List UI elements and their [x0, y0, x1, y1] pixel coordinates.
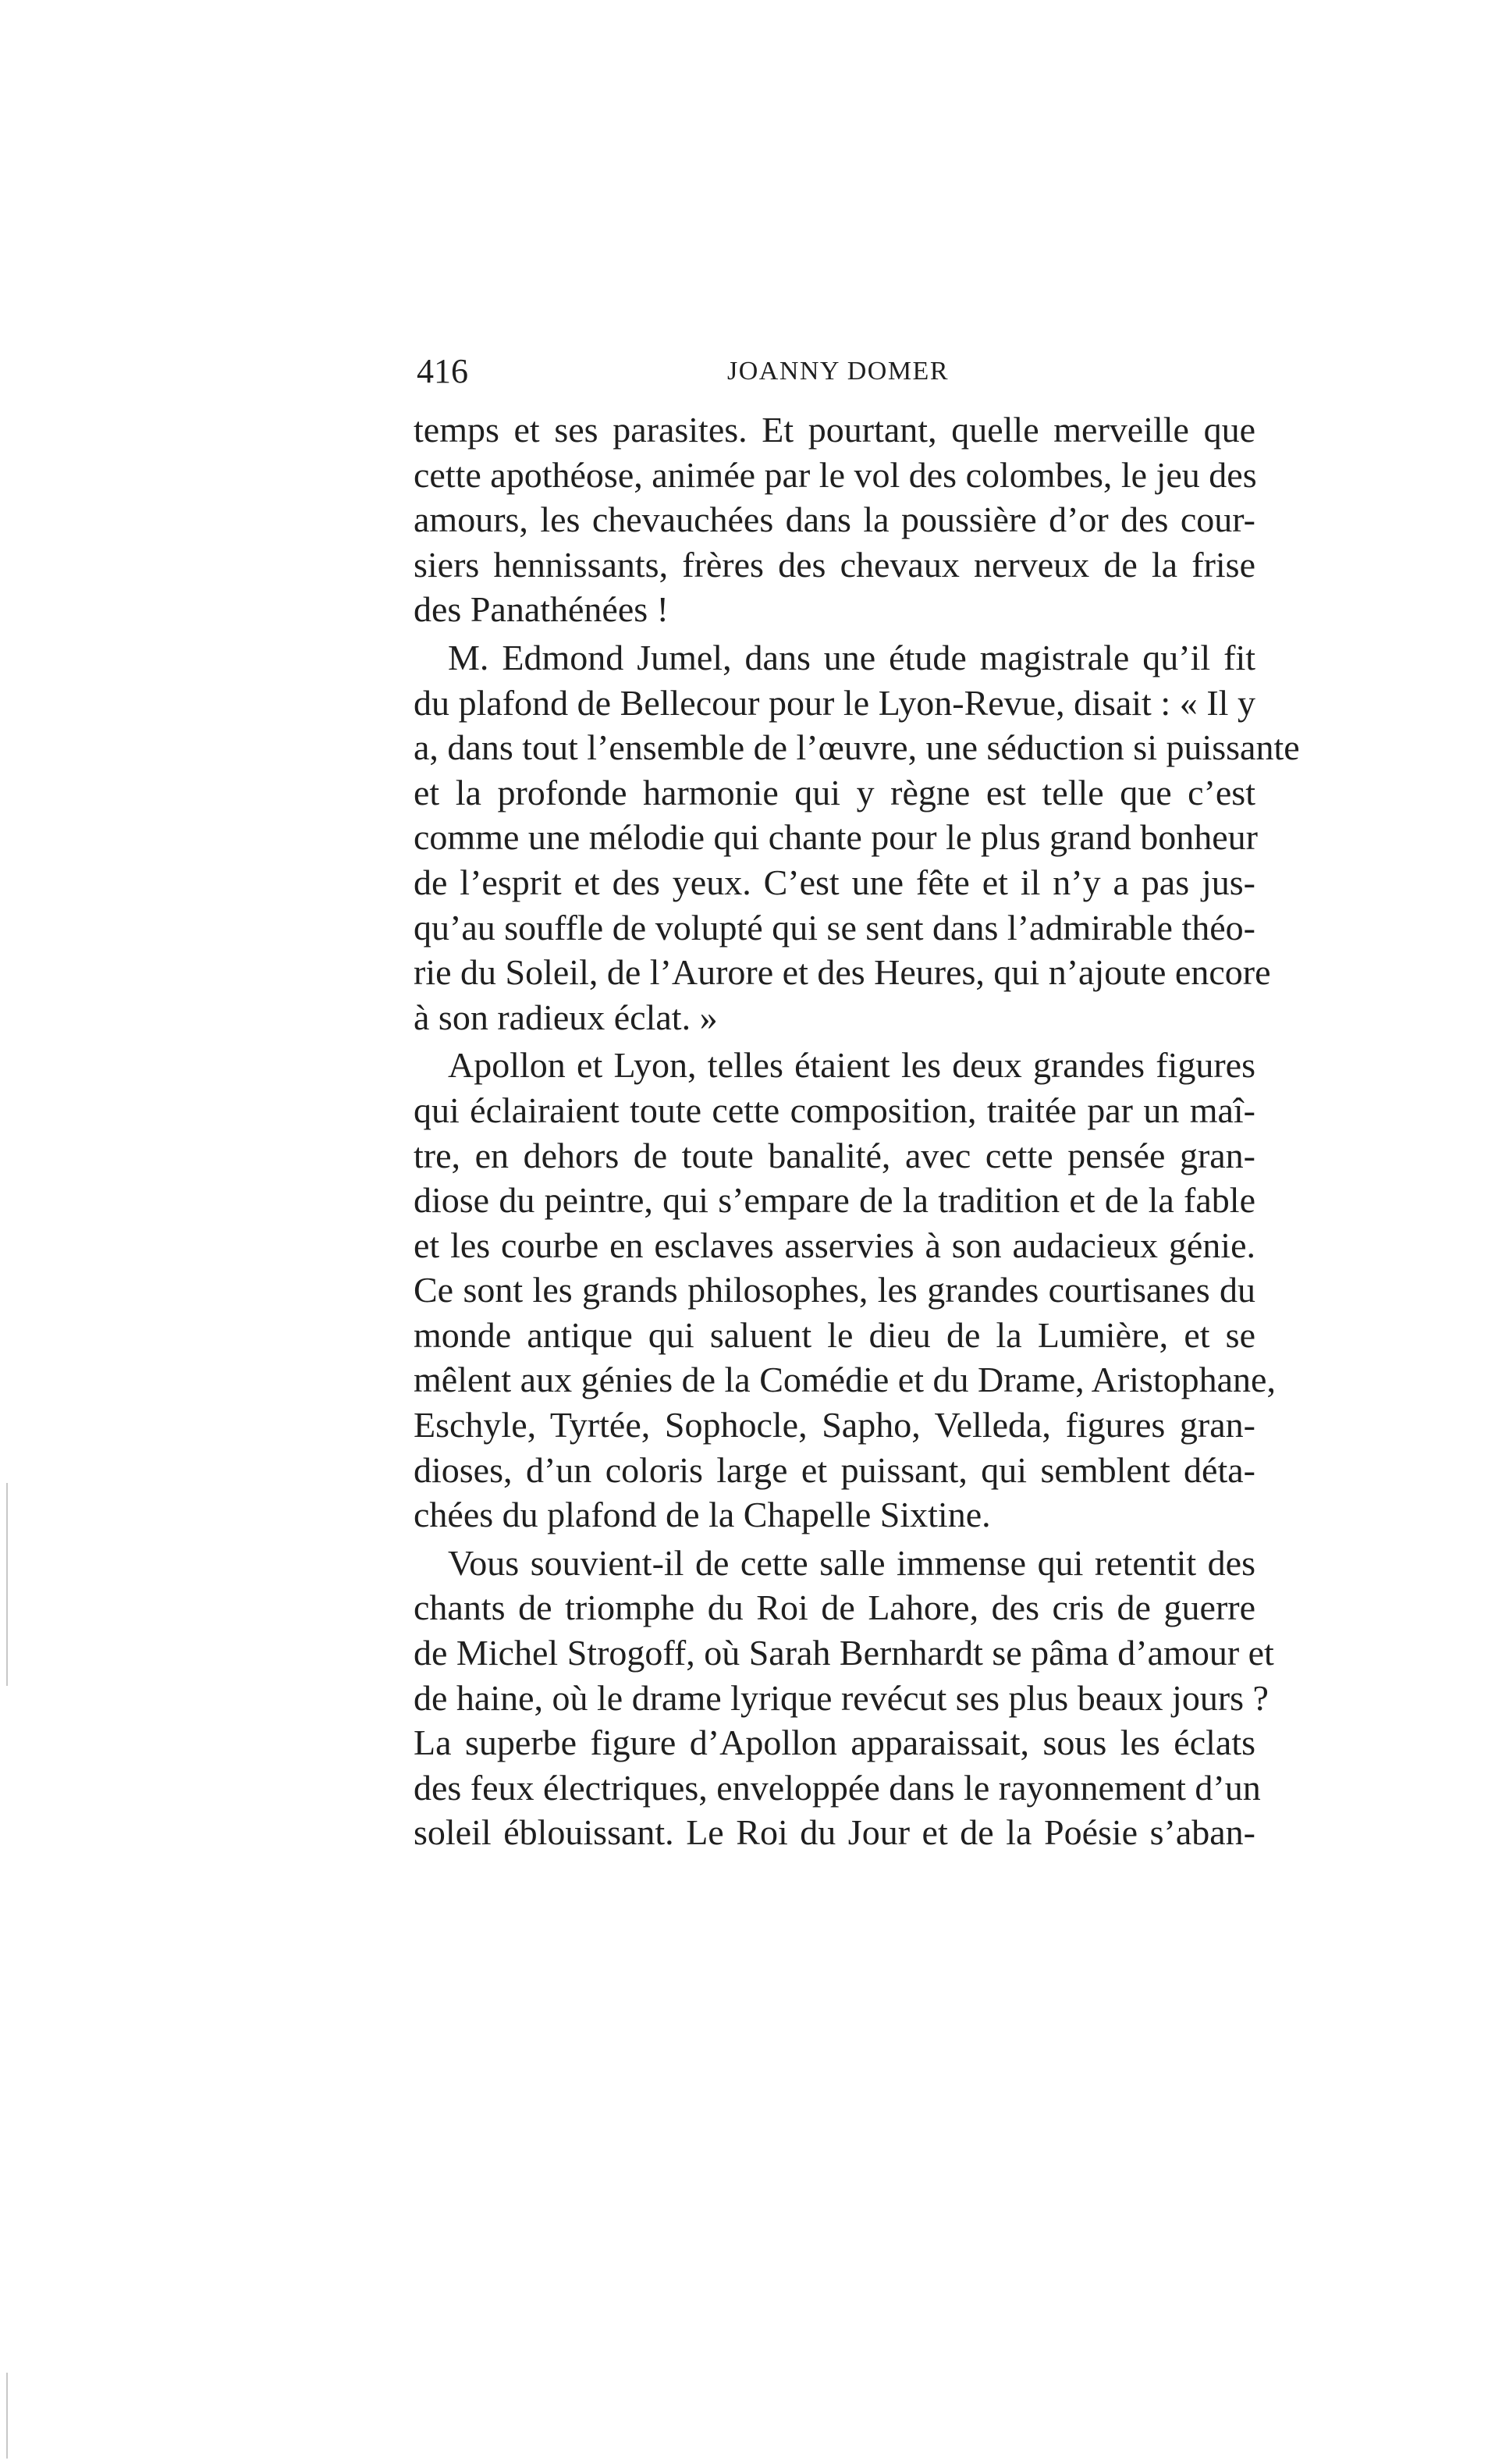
- text-line: diose du peintre, qui s’empare de la tradition et de la fable: [414, 1180, 1255, 1221]
- text-line: a, dans tout l’ensemble de l’œuvre, une séduction si puissante: [414, 727, 1300, 768]
- page-number: 416: [417, 352, 468, 390]
- text-line: temps et ses parasites. Et pourtant, quelle merveille que: [414, 410, 1255, 450]
- text-line: et la profonde harmonie qui y règne est telle que c’est: [414, 772, 1255, 812]
- text-line: Apollon et Lyon, telles étaient les deux grandes figures: [448, 1045, 1255, 1086]
- running-head: JOANNY DOMER: [726, 357, 950, 386]
- paragraph: [414, 1541, 1274, 1855]
- text-line: des Panathénées !: [414, 589, 669, 630]
- text-line: de Michel Strogoff, où Sarah Bernhardt se pâma d’amour et: [414, 1633, 1274, 1673]
- text-line: mêlent aux génies de la Comédie et du Drame, Aristophane,: [414, 1360, 1276, 1400]
- paragraph: [414, 635, 1300, 1040]
- body-text: [414, 407, 1300, 1855]
- text-line: rie du Soleil, de l’Aurore et des Heures, qui n’ajoute encore: [414, 952, 1271, 993]
- text-line: de l’esprit et des yeux. C’est une fête et il n’y a pas jus-: [414, 862, 1255, 902]
- text-line: des feux électriques, enveloppée dans le rayonnement d’un: [414, 1767, 1261, 1808]
- text-line: chées du plafond de la Chapelle Sixtine.: [414, 1495, 991, 1535]
- text-line: de haine, où le drame lyrique revécut ses plus beaux jours ?: [414, 1677, 1269, 1718]
- text-line: dioses, d’un coloris large et puissant, qui semblent déta-: [414, 1449, 1255, 1490]
- text-line: à son radieux éclat. »: [414, 997, 718, 1037]
- text-line: chants de triomphe du Roi de Lahore, des cris de guerre: [414, 1588, 1255, 1628]
- text-line: du plafond de Bellecour pour le Lyon-Revue, disait : « Il y: [414, 682, 1255, 723]
- text-line: siers hennissants, frères des chevaux nerveux de la frise: [414, 544, 1255, 585]
- text-line: soleil éblouissant. Le Roi du Jour et de la Poésie s’aban-: [414, 1812, 1255, 1853]
- page-edge-left-bottom: [6, 2373, 8, 2459]
- text-line: Vous souvient-il de cette salle immense qui retentit des: [448, 1542, 1255, 1583]
- text-line: qu’au souffle de volupté qui se sent dans l’admirable théo-: [414, 907, 1255, 948]
- text-line: monde antique qui saluent le dieu de la Lumière, et se: [414, 1314, 1255, 1355]
- text-line: cette apothéose, animée par le vol des colombes, le jeu des: [414, 454, 1257, 495]
- text-line: Ce sont les grands philosophes, les grandes courtisanes du: [414, 1270, 1255, 1310]
- paragraph: [414, 407, 1255, 632]
- text-line: Eschyle, Tyrtée, Sophocle, Sapho, Velleda, figures gran-: [414, 1405, 1255, 1445]
- text-line: qui éclairaient toute cette composition, traitée par un maî-: [414, 1090, 1255, 1130]
- page-header: [417, 348, 1259, 395]
- text-line: M. Edmond Jumel, dans une étude magistrale qu’il fit: [448, 637, 1255, 677]
- text-line: comme une mélodie qui chante pour le plus grand bonheur: [414, 817, 1258, 858]
- paragraph: [414, 1043, 1276, 1538]
- text-line: La superbe figure d’Apollon apparaissait, sous les éclats: [414, 1723, 1255, 1763]
- text-line: et les courbe en esclaves asservies à son audacieux génie.: [414, 1225, 1255, 1265]
- text-line: amours, les chevauchées dans la poussière d’or des cour-: [414, 500, 1255, 540]
- page-edge-left: [6, 1483, 8, 1686]
- text-line: tre, en dehors de toute banalité, avec cette pensée gran-: [414, 1135, 1255, 1175]
